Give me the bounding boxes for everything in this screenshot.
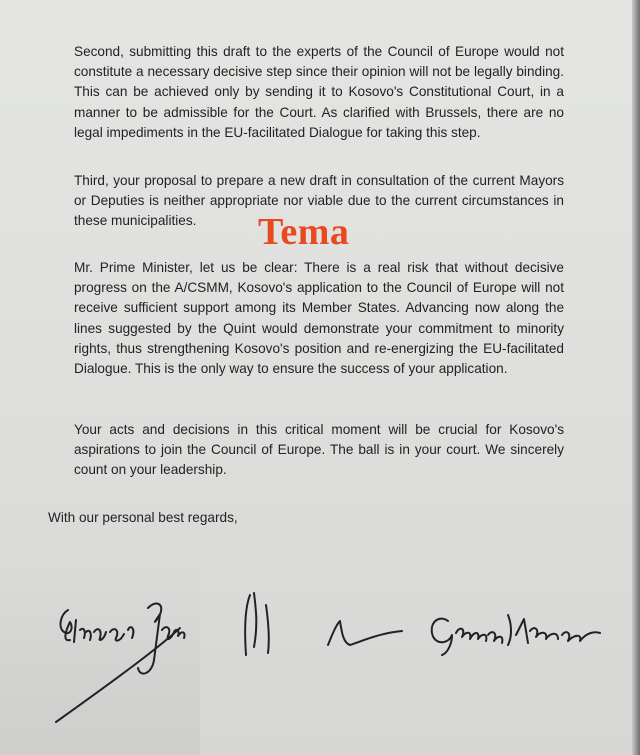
signature-2 [232, 585, 412, 675]
signature-1 [40, 580, 210, 730]
watermark-logo: Tema [258, 211, 350, 253]
signature-3 [418, 605, 618, 665]
paragraph-risk-warning: Mr. Prime Minister, let us be clear: There is a real risk that without decisive progress on the A/CSMM, Kosovo's application to the Council of Europe will not receive sufficient support among its Member States. Advancing now along the lines suggested by the Quint would demonstrate your commitment to minority rights, thus strengthening Kosovo's position and re-energizing the EU-facilitated Dialogue. This is the only way to ensure the success of your application. [74, 260, 564, 377]
page-edge-shadow [632, 0, 640, 755]
closing-salutation: With our personal best regards, [48, 510, 238, 525]
paragraph-conclusion: Your acts and decisions in this critical moment will be crucial for Kosovo's aspirations to join the Council of Europe. The ball is in your court. We sincerely count on your leadership. [74, 422, 564, 478]
paragraph-second-point: Second, submitting this draft to the experts of the Council of Europe would not constitute a necessary decisive step since their opinion will not be legally binding. This can be achieved only by sending it to Kosovo's Constitutional Court, in a manner to be admissible for the Court. As clarified with Brussels, there are no legal impediments in the EU-facilitated Dialogue for taking this step. [74, 44, 564, 140]
paragraph-third-point: Third, your proposal to prepare a new draft in consultation of the current Mayors or Deputies is neither appropriate nor viable due to the current circumstances in these municipalities. [74, 173, 564, 229]
